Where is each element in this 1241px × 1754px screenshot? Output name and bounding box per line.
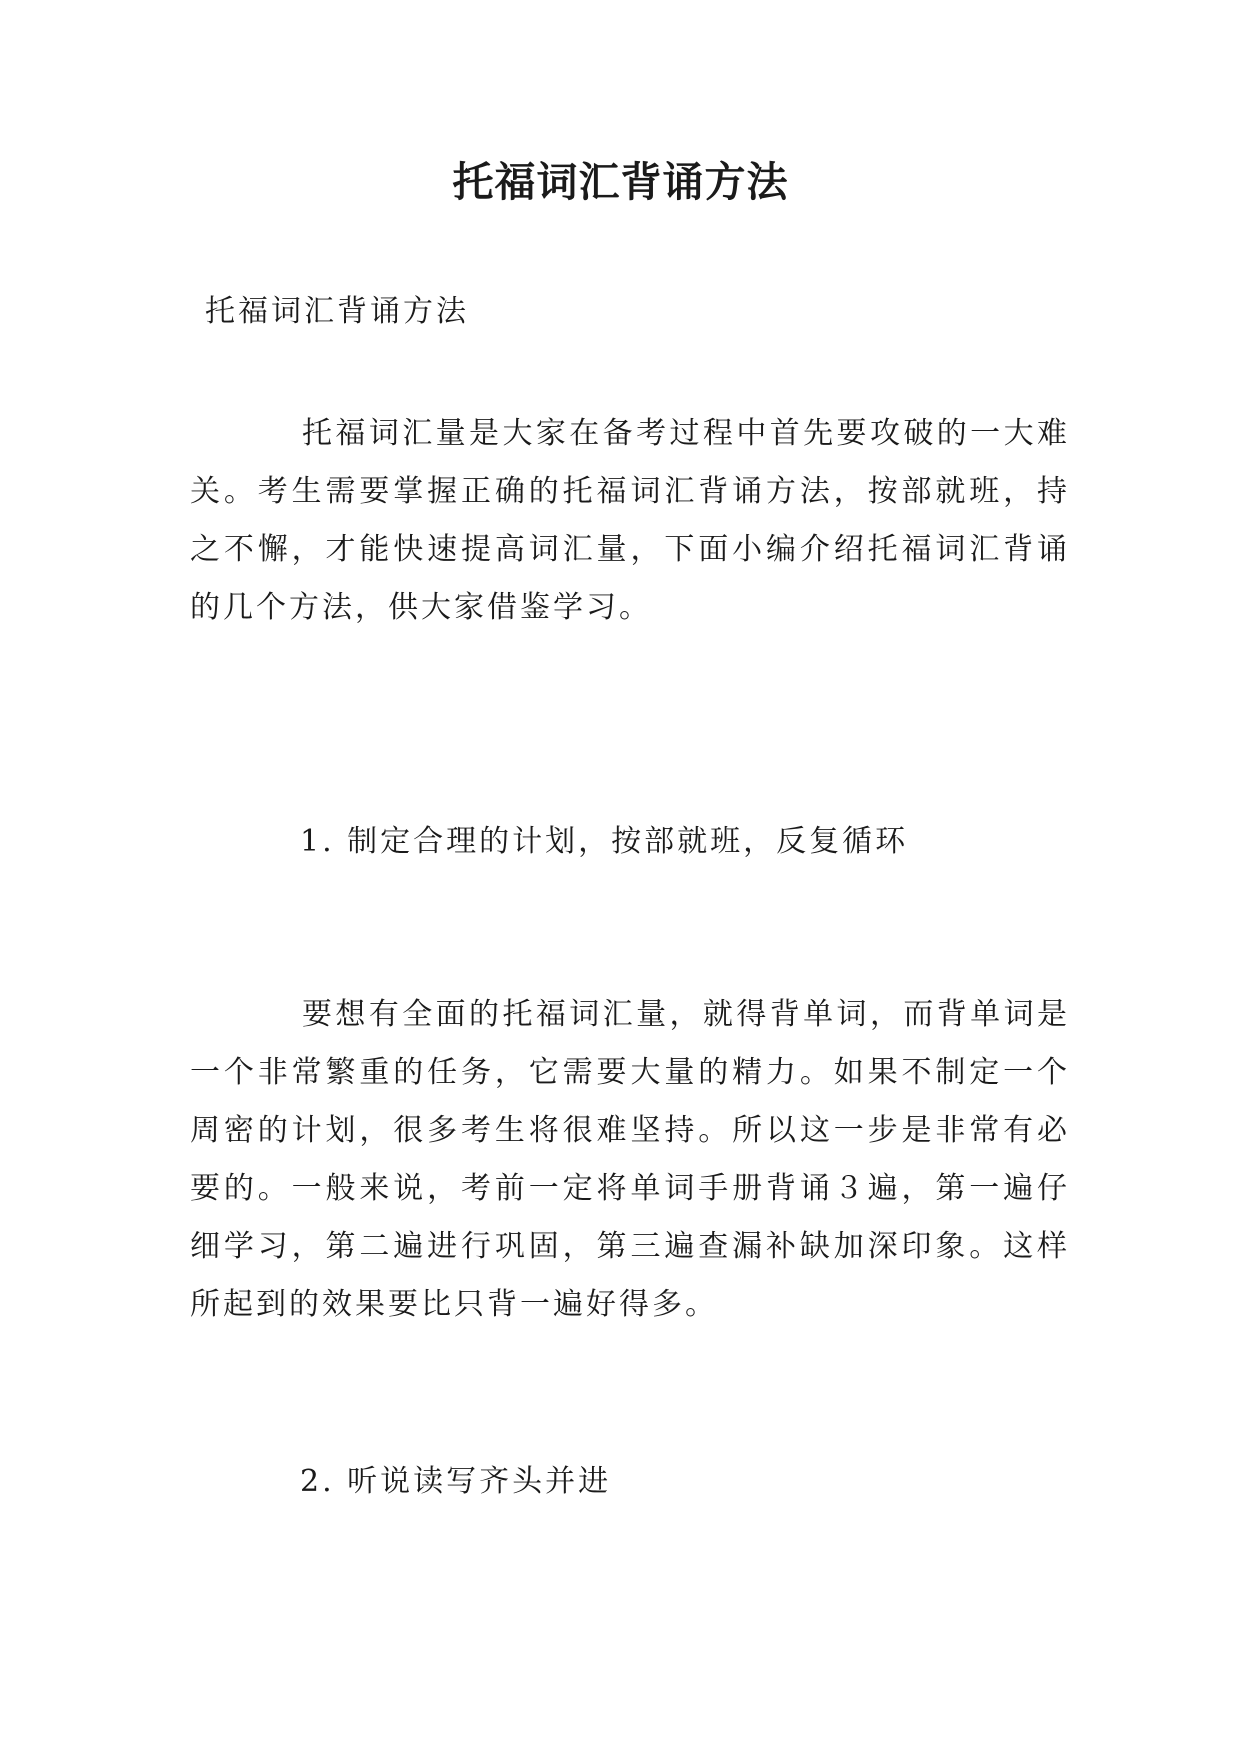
intro-paragraph: 托福词汇量是大家在备考过程中首先要攻破的一大难关。考生需要掌握正确的托福词汇背诵方法，按部就班，持之不懈，才能快速提高词汇量，下面小编介绍托福词汇背诵的几个方法，供大家借鉴学习。: [190, 416, 1070, 625]
section-heading-2: 2. 听说读写齐头并进: [300, 1464, 612, 1499]
document-title: 托福词汇背诵方法: [452, 158, 789, 206]
document-subtitle: 托福词汇背诵方法: [205, 294, 469, 329]
section-heading-1: 1. 制定合理的计划，按部就班，反复循环: [300, 824, 909, 859]
section-1-paragraph: 要想有全面的托福词汇量，就得背单词，而背单词是一个非常繁重的任务，它需要大量的精力。如果不制定一个周密的计划，很多考生将很难坚持。所以这一步是非常有必要的。一般来说，考前一定将单词手册背诵３遍，第一遍仔细学习，第二遍进行巩固，第三遍查漏补缺加深印象。这样所起到的效果要比只背一遍好得多。: [190, 997, 1070, 1322]
